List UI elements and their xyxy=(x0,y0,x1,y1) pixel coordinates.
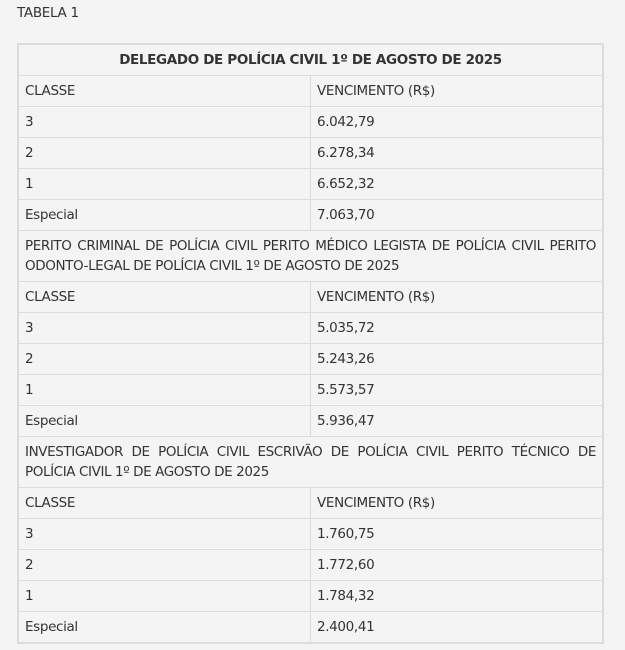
cell-classe: 1 xyxy=(18,169,311,200)
cell-classe: 3 xyxy=(18,519,311,550)
column-header-classe: CLASSE xyxy=(18,488,311,519)
cell-classe: 1 xyxy=(18,581,311,612)
cell-classe: 3 xyxy=(18,313,311,344)
salary-table xyxy=(17,43,604,644)
column-header-classe: CLASSE xyxy=(18,76,311,107)
table-row xyxy=(18,581,603,612)
cell-classe: 2 xyxy=(18,550,311,581)
table-row xyxy=(18,138,603,169)
table-row xyxy=(18,107,603,138)
table-row xyxy=(18,375,603,406)
group-heading-row xyxy=(18,437,603,488)
cell-vencimento: 5.573,57 xyxy=(311,375,604,406)
cell-vencimento: 7.063,70 xyxy=(311,200,604,231)
cell-vencimento: 1.760,75 xyxy=(311,519,604,550)
table-row xyxy=(18,344,603,375)
table-row xyxy=(18,612,603,644)
table-header-row xyxy=(18,488,603,519)
table-row xyxy=(18,200,603,231)
cell-classe: Especial xyxy=(18,612,311,644)
cell-vencimento: 2.400,41 xyxy=(311,612,604,644)
table-row xyxy=(18,406,603,437)
cell-classe: Especial xyxy=(18,200,311,231)
column-header-vencimento: VENCIMENTO (R$) xyxy=(311,282,604,313)
cell-classe: 3 xyxy=(18,107,311,138)
table-header-row xyxy=(18,282,603,313)
table-header-row xyxy=(18,76,603,107)
table-caption: TABELA 1 xyxy=(17,5,79,21)
cell-classe: Especial xyxy=(18,406,311,437)
column-header-vencimento: VENCIMENTO (R$) xyxy=(311,76,604,107)
cell-vencimento: 5.243,26 xyxy=(311,344,604,375)
table-title: DELEGADO DE POLÍCIA CIVIL 1º DE AGOSTO DE 2025 xyxy=(18,44,603,76)
group-heading-row xyxy=(18,231,603,282)
cell-vencimento: 6.652,32 xyxy=(311,169,604,200)
cell-vencimento: 5.035,72 xyxy=(311,313,604,344)
cell-classe: 2 xyxy=(18,138,311,169)
table-row xyxy=(18,519,603,550)
table-row xyxy=(18,313,603,344)
column-header-vencimento: VENCIMENTO (R$) xyxy=(311,488,604,519)
cell-vencimento: 6.278,34 xyxy=(311,138,604,169)
cell-vencimento: 6.042,79 xyxy=(311,107,604,138)
group-heading-investigador: INVESTIGADOR DE POLÍCIA CIVIL ESCRIVÃO DE POLÍCIA CIVIL PERITO TÉCNICO DE POLÍCIA CIVIL 1º DE AGOSTO DE 2025 xyxy=(18,437,603,488)
cell-vencimento: 5.936,47 xyxy=(311,406,604,437)
cell-vencimento: 1.772,60 xyxy=(311,550,604,581)
table-title-row xyxy=(18,44,603,76)
cell-classe: 1 xyxy=(18,375,311,406)
cell-classe: 2 xyxy=(18,344,311,375)
group-heading-perito: PERITO CRIMINAL DE POLÍCIA CIVIL PERITO MÉDICO LEGISTA DE POLÍCIA CIVIL PERITO ODONTO-LEGAL DE POLÍCIA CIVIL 1º DE AGOSTO DE 2025 xyxy=(18,231,603,282)
table-row xyxy=(18,169,603,200)
column-header-classe: CLASSE xyxy=(18,282,311,313)
cell-vencimento: 1.784,32 xyxy=(311,581,604,612)
table-row xyxy=(18,550,603,581)
